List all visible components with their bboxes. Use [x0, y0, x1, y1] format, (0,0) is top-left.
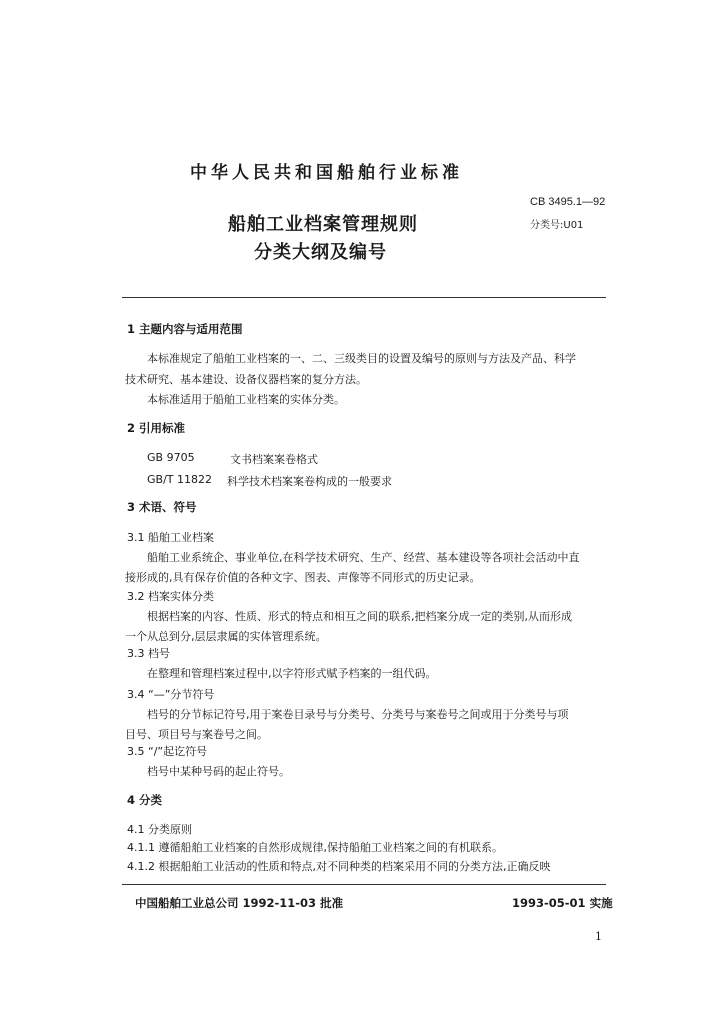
section-3-heading: 3 术语、符号 [127, 500, 197, 514]
reference-2-code: GB/T 11822 [147, 473, 212, 486]
section-3-1-line-2: 接形成的,具有保存价值的各种文字、图表、声像等不同形式的历史记录。 [125, 571, 481, 584]
page-number: 1 [595, 930, 602, 943]
approval-statement: 中国船舶工业总公司 1992-11-03 批准 [135, 896, 344, 910]
section-1-paragraph-1-line-1: 本标准规定了船舶工业档案的一、二、三级类目的设置及编号的原则与方法及产品、科学 [147, 352, 576, 365]
footer-divider [122, 884, 606, 885]
section-3-2-heading: 3.2 档案实体分类 [127, 590, 214, 603]
section-1-paragraph-1-line-2: 技术研究、基本建设、设备仪器档案的复分方法。 [125, 373, 367, 386]
document-header-organization: 中华人民共和国船舶行业标准 [190, 163, 463, 183]
section-3-1-line-1: 船舶工业系统企、事业单位,在科学技术研究、生产、经营、基本建设等各项社会活动中直 [147, 551, 580, 564]
implementation-date: 1993-05-01 实施 [512, 896, 613, 910]
section-3-1-heading: 3.1 船舶工业档案 [127, 531, 214, 544]
classification-number: 分类号:U01 [530, 220, 584, 231]
section-3-3-line-1: 在整理和管理档案过程中,以字符形式赋予档案的一组代码。 [147, 667, 437, 680]
section-4-1-1: 4.1.1 遵循船舶工业档案的自然形成规律,保持船舶工业档案之间的有机联系。 [127, 841, 503, 854]
section-4-1-heading: 4.1 分类原则 [127, 823, 192, 836]
section-2-heading: 2 引用标准 [127, 421, 186, 435]
section-1-heading: 1 主题内容与适用范围 [127, 322, 243, 336]
section-1-paragraph-2: 本标准适用于船舶工业档案的实体分类。 [147, 393, 345, 406]
section-3-4-heading: 3.4 “—”分节符号 [127, 688, 215, 701]
section-3-2-line-1: 根据档案的内容、性质、形式的特点和相互之间的联系,把档案分成一定的类别,从而形成 [147, 610, 572, 623]
section-3-4-line-2: 目号、项目号与案卷号之间。 [125, 728, 268, 741]
header-divider [122, 297, 606, 298]
reference-1-title: 文书档案案卷格式 [230, 453, 318, 466]
reference-2-title: 科学技术档案案卷构成的一般要求 [227, 475, 392, 488]
standard-code: CB 3495.1—92 [530, 196, 606, 208]
section-3-5-line-1: 档号中某种号码的起止符号。 [147, 765, 290, 778]
section-4-heading: 4 分类 [127, 793, 163, 807]
document-title-line1: 船舶工业档案管理规则 [228, 214, 418, 235]
section-3-2-line-2: 一个从总到分,层层隶属的实体管理系统。 [125, 630, 327, 643]
section-3-3-heading: 3.3 档号 [127, 647, 170, 660]
reference-1-code: GB 9705 [147, 451, 195, 464]
section-3-4-line-1: 档号的分节标记符号,用于案卷目录号与分类号、分类号与案卷号之间或用于分类号与项 [147, 708, 569, 721]
section-3-5-heading: 3.5 “/”起讫符号 [127, 745, 208, 758]
section-4-1-2: 4.1.2 根据船舶工业活动的性质和特点,对不同种类的档案采用不同的分类方法,正确反映 [127, 860, 551, 873]
document-title-line2: 分类大纲及编号 [254, 242, 387, 263]
